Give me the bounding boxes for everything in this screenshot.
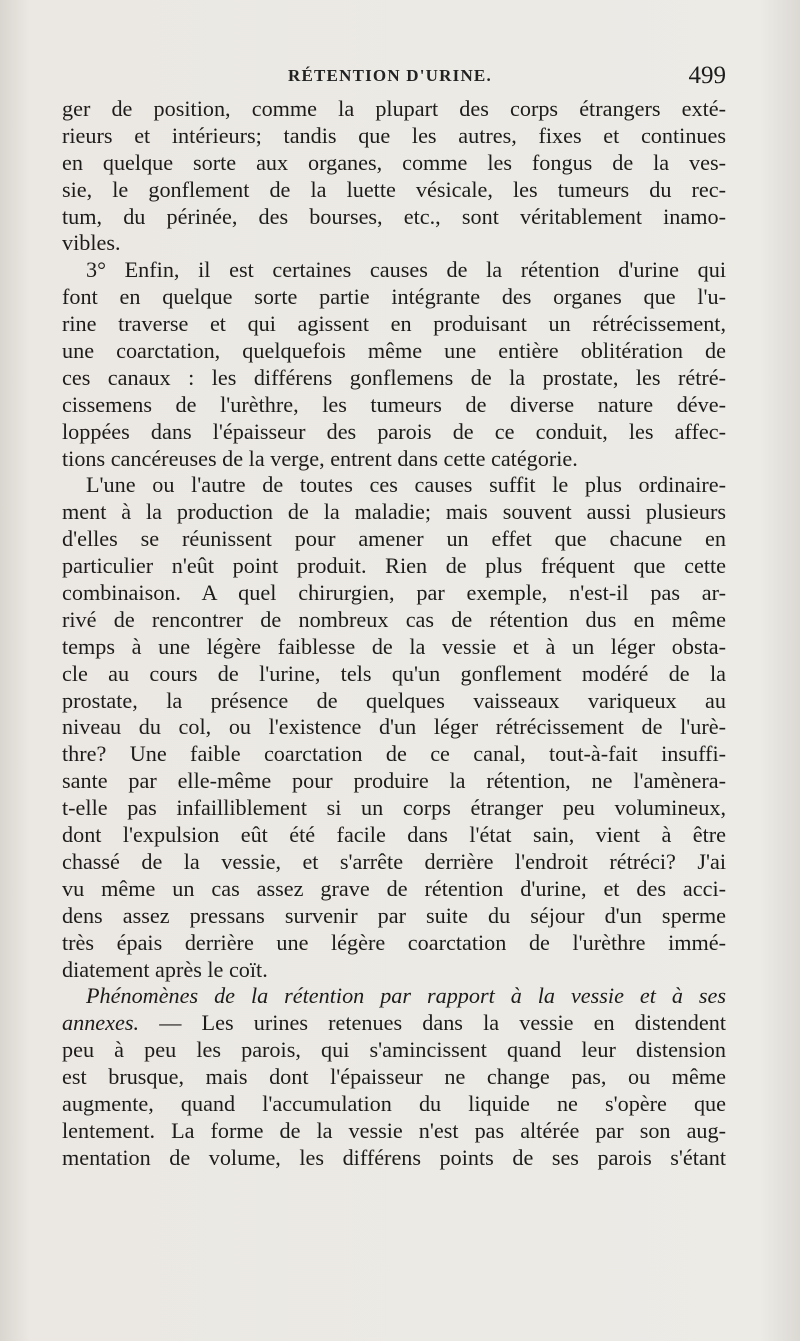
running-head: RÉTENTION D'URINE. [288,66,492,85]
text-line: en quelque sorte aux organes, comme les fongus de la ves- [62,149,726,175]
text-line: tum, du périnée, des bourses, etc., sont véritablement inamo- [62,203,726,229]
page-header [62,62,726,92]
text-line: vibles. [62,230,121,256]
text-line: particulier n'eût point produit. Rien de plus fréquent que cette [62,553,726,579]
text-line: ger de position, comme la plupart des corps étrangers exté- [62,96,726,121]
text-line: sie, le gonflement de la luette vésicale, les tumeurs du rec- [62,176,726,202]
text-line: cissemens de l'urèthre, les tumeurs de diverse nature déve- [62,391,726,417]
text-line: tions cancéreuses de la verge, entrent dans cette catégorie. [62,445,578,471]
text-line: augmente, quand l'accumulation du liquide ne s'opère que [62,1090,726,1116]
text-line: temps à une légère faiblesse de la vessie et à un léger obsta- [62,633,726,659]
text-line: diatement après le coït. [62,956,268,982]
text-line: dont l'expulsion eût été facile dans l'état sain, vient à être [62,822,726,848]
text-line: lentement. La forme de la vessie n'est pas altérée par son aug- [62,1117,726,1143]
text-line: rieurs et intérieurs; tandis que les autres, fixes et continues [62,122,726,148]
text-line: 3° Enfin, il est certaines causes de la rétention d'urine qui [86,257,726,283]
text-line: chassé de la vessie, et s'arrête derrière l'endroit rétréci? J'ai [62,848,726,874]
text-line: loppées dans l'épaisseur des parois de ce conduit, les affec- [62,418,726,444]
text-line: cle au cours de l'urine, tels qu'un gonflement modéré de la [62,660,726,686]
text-line: niveau du col, ou l'existence d'un léger rétrécissement de l'urè- [62,714,726,740]
text-line: une coarctation, quelquefois même une entière oblitération de [62,338,726,364]
text-line: L'une ou l'autre de toutes ces causes suffit le plus ordinaire- [86,472,726,498]
text-line: vu même un cas assez grave de rétention d'urine, et des acci- [62,875,726,901]
text-line: sante par elle-même pour produire la rétention, ne l'amènera- [62,768,726,794]
text-line: combinaison. A quel chirurgien, par exemple, n'est-il pas ar- [62,580,726,606]
body-text [62,96,726,1172]
text-line: thre? Une faible coarctation de ce canal, tout-à-fait insuffi- [62,741,726,767]
text-line-rest: — Les urines retenues dans la vessie en distendent [139,1010,726,1036]
text-line: mentation de volume, les différens points de ses parois s'étant [62,1144,726,1170]
text-line: t-elle pas infailliblement si un corps étranger peu volumineux, [62,795,726,821]
text-line: ces canaux : les différens gonflemens de la prostate, les rétré- [62,364,726,390]
text-line: rivé de rencontrer de nombreux cas de rétention dus en même [62,606,726,632]
text-line: ment à la production de la maladie; mais souvent aussi plusieurs [62,499,726,525]
text-line [62,1010,726,1037]
text-line: rine traverse et qui agissent en produisant un rétrécissement, [62,311,726,337]
section-heading-line: Phénomènes de la rétention par rapport à la vessie et à ses [86,983,726,1009]
text-line: d'elles se réunissent pour amener un effet que chacune en [62,526,726,552]
text-line: font en quelque sorte partie intégrante des organes que l'u- [62,284,726,310]
text-line: dens assez pressans survenir par suite du séjour d'un sperme [62,902,726,928]
page-number: 499 [688,62,726,89]
text-line: est brusque, mais dont l'épaisseur ne change pas, ou même [62,1064,726,1090]
text-line: peu à peu les parois, qui s'amincissent quand leur distension [62,1037,726,1063]
text-line: prostate, la présence de quelques vaisseaux variqueux au [62,687,726,713]
section-heading-tail: annexes. [62,1010,140,1036]
text-line: très épais derrière une légère coarctation de l'urèthre immé- [62,929,726,955]
